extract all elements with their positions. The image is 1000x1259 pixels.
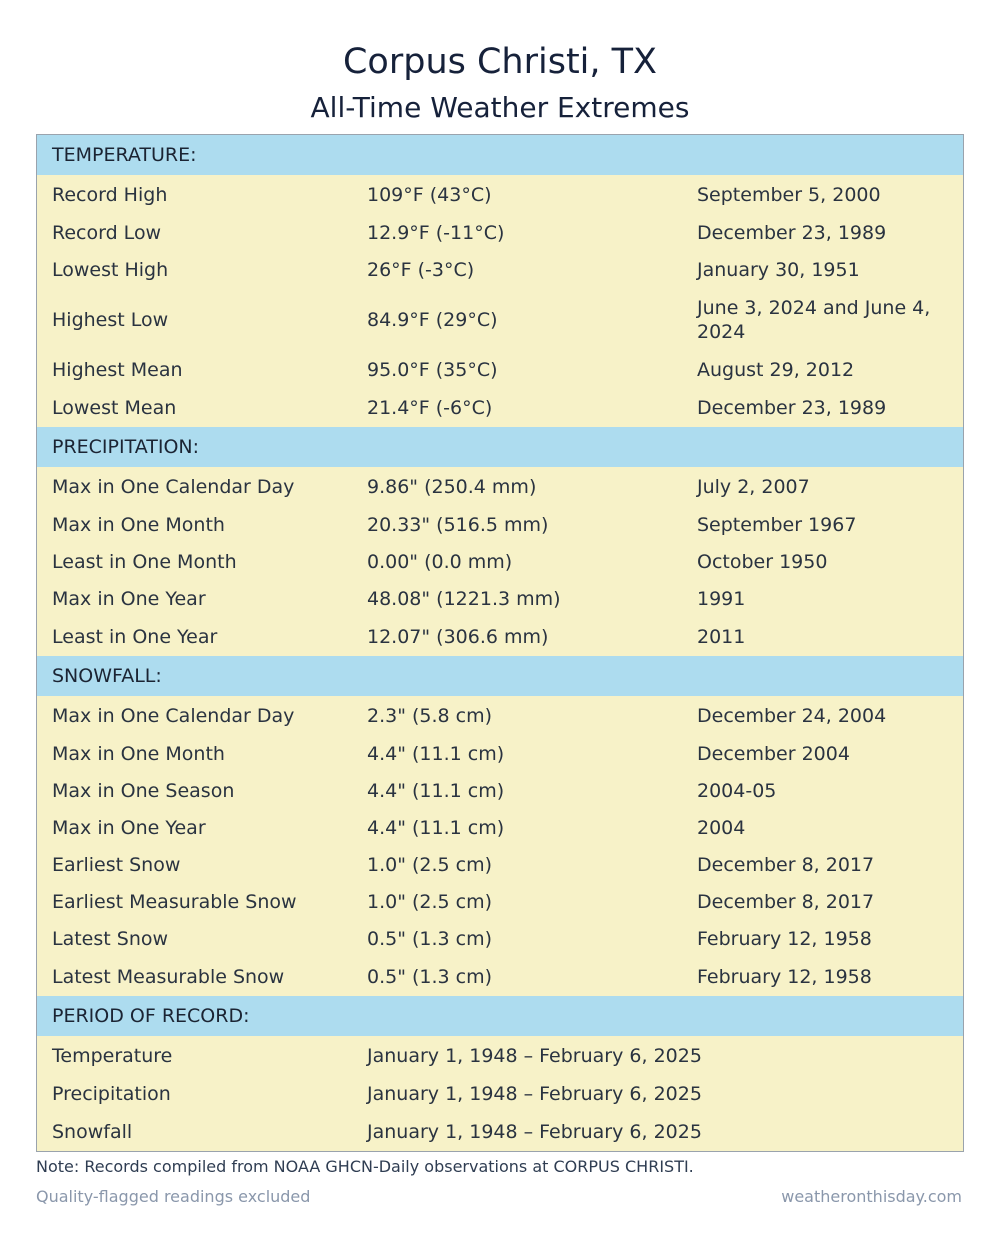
- row-label: Latest Snow: [52, 927, 169, 950]
- row-label: Max in One Calendar Day: [52, 475, 295, 498]
- row-date: September 1967: [697, 513, 857, 536]
- table-row: [37, 772, 963, 809]
- row-value: January 1, 1948 – February 6, 2025: [367, 1082, 702, 1105]
- row-date: 2011: [697, 625, 746, 648]
- row-value: 21.4°F (-6°C): [367, 396, 493, 419]
- row-label: Max in One Calendar Day: [52, 704, 295, 727]
- row-value: January 1, 1948 – February 6, 2025: [367, 1120, 702, 1143]
- row-value: 4.4" (11.1 cm): [367, 816, 505, 839]
- row-label: Least in One Month: [52, 550, 237, 573]
- row-label: Lowest Mean: [52, 396, 177, 419]
- row-value: 1.0" (2.5 cm): [367, 853, 493, 876]
- row-date: February 12, 1958: [697, 965, 872, 988]
- table-row: [37, 846, 963, 883]
- row-value: 9.86" (250.4 mm): [367, 475, 537, 498]
- row-value: 109°F (43°C): [367, 183, 492, 206]
- table-row: [37, 809, 963, 846]
- table-row: [37, 617, 963, 656]
- row-label: Lowest High: [52, 258, 169, 281]
- row-value: 12.07" (306.6 mm): [367, 625, 549, 648]
- section-header-precipitation: PRECIPITATION:: [37, 427, 963, 467]
- table-row: [37, 580, 963, 617]
- row-label: Highest Low: [52, 308, 169, 331]
- table-row: [37, 1036, 963, 1075]
- table-row: [37, 920, 963, 957]
- row-date: December 24, 2004: [697, 704, 887, 727]
- table-row: [37, 175, 963, 214]
- footer-site-credit: weatheronthisday.com: [781, 1187, 962, 1206]
- row-value: 12.9°F (-11°C): [367, 221, 505, 244]
- footer-quality-note: Quality-flagged readings excluded: [36, 1187, 311, 1206]
- table-row: [37, 883, 963, 920]
- row-value: 84.9°F (29°C): [367, 308, 498, 331]
- row-label: Snowfall: [52, 1120, 133, 1143]
- table-row: [37, 1075, 963, 1112]
- page-subtitle: All-Time Weather Extremes: [310, 91, 690, 124]
- row-label: Least in One Year: [52, 625, 218, 648]
- row-value: 26°F (-3°C): [367, 258, 475, 281]
- row-value: 0.00" (0.0 mm): [367, 550, 513, 573]
- row-date: December 2004: [697, 742, 850, 765]
- row-date: January 30, 1951: [697, 258, 860, 281]
- table-row: [37, 351, 963, 388]
- row-date: September 5, 2000: [697, 183, 881, 206]
- row-date: June 3, 2024 and June 4, 2024: [697, 296, 931, 343]
- row-label: Max in One Season: [52, 779, 235, 802]
- row-value: 4.4" (11.1 cm): [367, 742, 505, 765]
- row-label: Highest Mean: [52, 358, 183, 381]
- table-row: [37, 467, 963, 506]
- row-value: 20.33" (516.5 mm): [367, 513, 549, 536]
- row-label: Temperature: [52, 1044, 173, 1067]
- row-date: December 8, 2017: [697, 890, 875, 913]
- row-value: 0.5" (1.3 cm): [367, 965, 493, 988]
- table-row: [37, 506, 963, 543]
- row-date: 2004-05: [697, 779, 777, 802]
- row-label: Record High: [52, 183, 168, 206]
- table-row: [37, 251, 963, 288]
- row-date: December 8, 2017: [697, 853, 875, 876]
- row-value: 0.5" (1.3 cm): [367, 927, 493, 950]
- row-label: Latest Measurable Snow: [52, 965, 285, 988]
- row-date: August 29, 2012: [697, 358, 855, 381]
- section-header-temperature: TEMPERATURE:: [37, 135, 963, 175]
- table-row: [37, 696, 963, 735]
- row-value: 48.08" (1221.3 mm): [367, 587, 561, 610]
- table-row: [37, 214, 963, 251]
- table-row: [37, 957, 963, 996]
- table-row: [37, 735, 963, 772]
- row-label: Precipitation: [52, 1082, 171, 1105]
- row-value: 4.4" (11.1 cm): [367, 779, 505, 802]
- row-date: 2004: [697, 816, 746, 839]
- row-label: Max in One Month: [52, 742, 225, 765]
- extremes-table: [36, 134, 964, 1152]
- section-header-period-of-record: PERIOD OF RECORD:: [37, 996, 963, 1036]
- row-label: Earliest Snow: [52, 853, 181, 876]
- row-date: October 1950: [697, 550, 828, 573]
- table-row: [37, 543, 963, 580]
- row-value: January 1, 1948 – February 6, 2025: [367, 1044, 702, 1067]
- row-value: 2.3" (5.8 cm): [367, 704, 493, 727]
- row-value: 95.0°F (35°C): [367, 358, 498, 381]
- table-row: [37, 1112, 963, 1151]
- page-title: Corpus Christi, TX: [342, 42, 658, 82]
- row-date: 1991: [697, 587, 746, 610]
- row-date: February 12, 1958: [697, 927, 872, 950]
- row-label: Record Low: [52, 221, 162, 244]
- table-row: [37, 388, 963, 427]
- row-date: December 23, 1989: [697, 221, 887, 244]
- row-label: Max in One Month: [52, 513, 225, 536]
- source-note: Note: Records compiled from NOAA GHCN-Daily observations at CORPUS CHRISTI.: [36, 1157, 694, 1176]
- row-label: Max in One Year: [52, 587, 206, 610]
- row-date: December 23, 1989: [697, 396, 887, 419]
- row-label: Earliest Measurable Snow: [52, 890, 297, 913]
- row-date: July 2, 2007: [697, 475, 810, 498]
- row-value: 1.0" (2.5 cm): [367, 890, 493, 913]
- table-row: [37, 288, 963, 351]
- row-label: Max in One Year: [52, 816, 206, 839]
- section-header-snowfall: SNOWFALL:: [37, 656, 963, 696]
